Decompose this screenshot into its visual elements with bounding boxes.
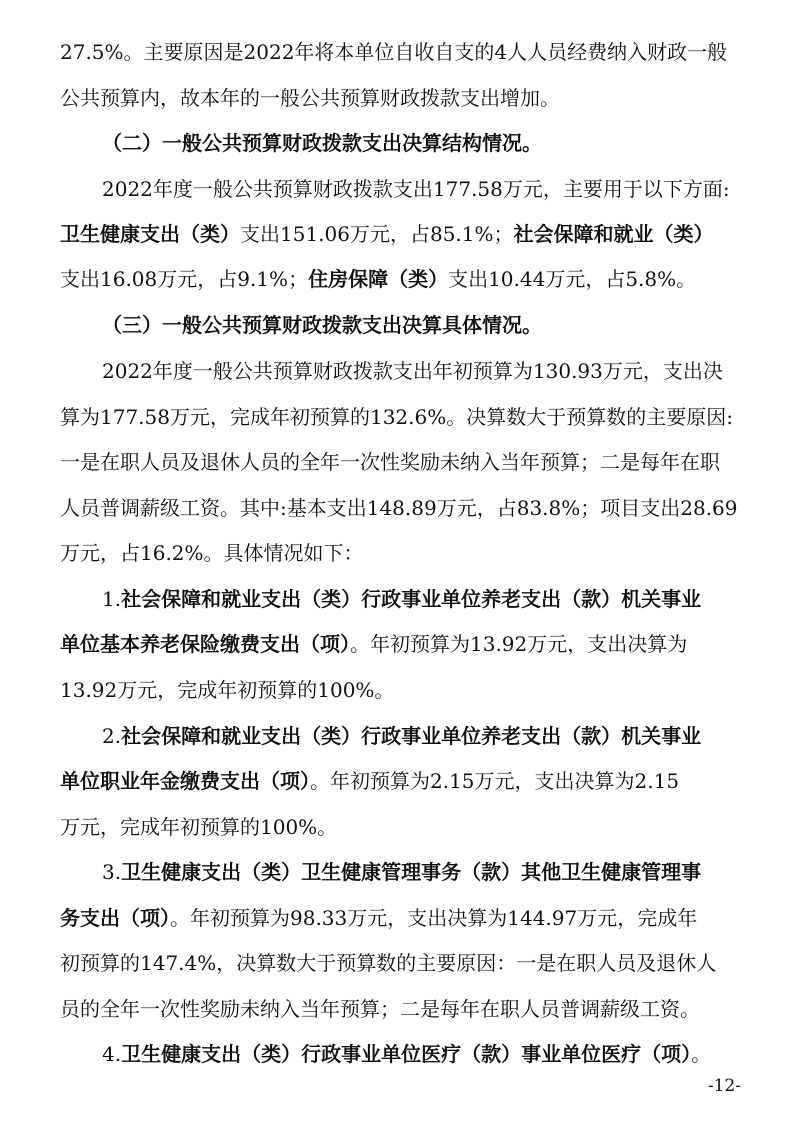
body-text-line: 万元，占16.2%。具体情况如下： — [60, 541, 364, 565]
item-title: 单位职业年金缴费支出（项） — [60, 769, 310, 793]
item-number: 4. — [102, 1042, 122, 1066]
item-number: 3. — [102, 860, 122, 884]
bold-category: 住房保障（类） — [308, 267, 449, 291]
body-text-line: 一是在职人员及退休人员的全年一次性奖励未纳入当年预算；二是每年在职 — [60, 450, 720, 474]
text-run: 。年初预算为98.33万元，支出决算为144.97万元，完成年 — [170, 906, 698, 930]
item-heading-line — [102, 587, 701, 611]
body-text-line: 万元，完成年初预算的100%。 — [60, 815, 338, 839]
item-heading-line — [102, 860, 701, 884]
text-run: 。年初预算为2.15万元，支出决算为2.15 — [310, 769, 680, 793]
body-text-line — [60, 267, 696, 291]
body-text-line — [60, 222, 714, 246]
text-run: 支出10.44万元，占5.8%。 — [448, 267, 697, 291]
body-text-line — [60, 906, 697, 930]
item-title: 卫生健康支出（类）卫生健康管理事务（款）其他卫生健康管理事 — [121, 860, 702, 884]
body-text-line: 初预算的147.4%，决算数大于预算数的主要原因：一是在职人员及退休人 — [60, 951, 717, 975]
item-number: 1. — [102, 587, 122, 611]
item-title: 社会保障和就业支出（类）行政事业单位养老支出（款）机关事业 — [121, 587, 702, 611]
item-heading-line — [102, 1042, 711, 1066]
text-run: 支出151.06万元，占85.1%； — [240, 222, 514, 246]
body-text-line: 27.5%。主要原因是2022年将本单位自收自支的4人人员经费纳入财政一般 — [60, 40, 728, 64]
text-run: 支出16.08万元，占9.1%； — [60, 267, 309, 291]
body-text-line: 员的全年一次性奖励未纳入当年预算；二是每年在职人员普调薪级工资。 — [60, 997, 700, 1021]
item-heading-line — [102, 724, 701, 748]
body-text-line: 公共预算内，故本年的一般公共预算财政拨款支出增加。 — [60, 86, 560, 110]
text-run: 。 — [691, 1042, 712, 1066]
body-text-line — [60, 632, 687, 656]
body-text-line: 2022年度一般公共预算财政拨款支出年初预算为130.93万元，支出决 — [102, 359, 723, 383]
text-run: 。年初预算为13.92万元，支出决算为 — [350, 632, 688, 656]
item-title: 社会保障和就业支出（类）行政事业单位养老支出（款）机关事业 — [121, 724, 702, 748]
bold-category: 社会保障和就业（类） — [513, 222, 714, 246]
body-text-line: 2022年度一般公共预算财政拨款支出177.58万元，主要用于以下方面: — [102, 177, 730, 201]
body-text-line: 13.92万元，完成年初预算的100%。 — [60, 678, 395, 702]
page-number: -12- — [707, 1076, 741, 1096]
item-title: 单位基本养老保险缴费支出（项） — [60, 632, 350, 656]
body-text-line: 人员普调薪级工资。其中:基本支出148.89万元，占83.8%；项目支出28.69 — [60, 496, 738, 520]
bold-category: 卫生健康支出（类） — [60, 222, 240, 246]
section-heading: （三）一般公共预算财政拨款支出决算具体情况。 — [102, 313, 542, 337]
body-text-line — [60, 769, 679, 793]
item-title: 卫生健康支出（类）行政事业单位医疗（款）事业单位医疗（项） — [121, 1042, 692, 1066]
body-text-line: 算为177.58万元，完成年初预算的132.6%。决算数大于预算数的主要原因: — [60, 405, 733, 429]
item-title: 务支出（项） — [60, 906, 170, 930]
item-number: 2. — [102, 724, 122, 748]
section-heading: （二）一般公共预算财政拨款支出决算结构情况。 — [102, 131, 542, 155]
